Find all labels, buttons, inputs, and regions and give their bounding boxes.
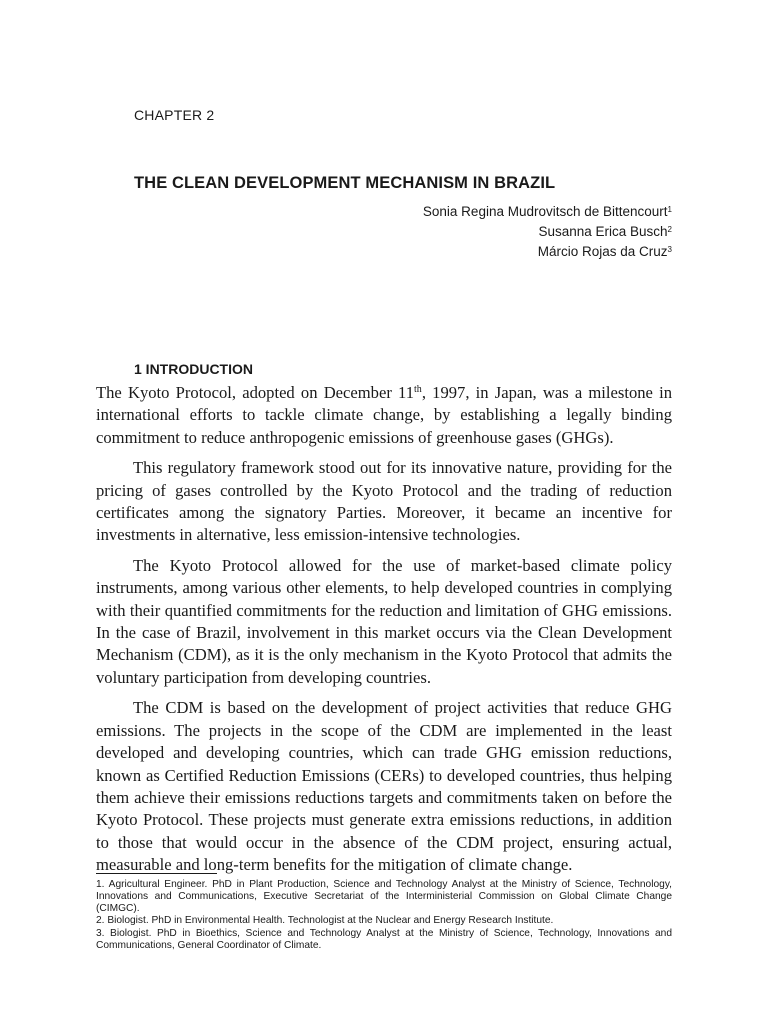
paragraph-4: The CDM is based on the development of project activities that reduce GHG emissions. The projects in the scope of the CDM are implemented in the least developed and developing countries, which can trade GHG emission reductions, known as Certified Reduction Emissions (CERs) to developed countries, thus helping them achieve their emissions reductions targets and commitments taken on before the Kyoto Protocol. These projects must generate extra emissions reductions, in addition to those that would occur in the absence of the CDM project, ensuring actual, measurable and long-term benefits for the mitigation of climate change. <box>96 698 672 875</box>
author-entry <box>423 202 672 222</box>
section-heading: 1 INTRODUCTION <box>134 361 253 377</box>
footnote-divider <box>96 873 217 874</box>
author-entry <box>423 222 672 242</box>
footnote-2: 2. Biologist. PhD in Environmental Health. Technologist at the Nuclear and Energy Research Institute. <box>96 915 554 927</box>
footnote-1: 1. Agricultural Engineer. PhD in Plant Production, Science and Technology Analyst at the Ministry of Science, Technology, Innovations and Communications, Executive Secretariat of the Interministerial Commission on Global Climate Change (CIMGC). <box>96 879 672 914</box>
ordinal-suffix: th <box>414 384 422 395</box>
body-text <box>96 382 672 885</box>
paragraph-1: The Kyoto Protocol, adopted on December 11th, 1997, in Japan, was a milestone in international efforts to tackle climate change, by establishing a legally binding commitment to reduce anthropogenic emissions of greenhouse gases (GHGs). <box>96 383 672 447</box>
author-name: Márcio Rojas da Cruz <box>537 244 668 259</box>
author-name: Sonia Regina Mudrovitsch de Bittencourt <box>422 204 668 219</box>
author-entry <box>423 242 672 262</box>
paragraph-2: This regulatory framework stood out for its innovative nature, providing for the pricing of gases controlled by the Kyoto Protocol and the trading of reduction certificates among the signatory Parties. Moreover, it became an incentive for investments in alternative, less emission-intensive technologies. <box>96 458 672 545</box>
footnote-ref[interactable]: 1 <box>667 205 672 214</box>
paragraph-3: The Kyoto Protocol allowed for the use of market-based climate policy instruments, among various other elements, to help developed countries in complying with their quantified commitments for the reduction and limitation of GHG emissions. In the case of Brazil, involvement in this market occurs via the Clean Development Mechanism (CDM), as it is the only mechanism in the Kyoto Protocol that admits the voluntary participation from developing countries. <box>96 555 672 687</box>
author-name: Susanna Erica Busch <box>538 224 668 239</box>
author-list <box>423 202 672 262</box>
chapter-title: THE CLEAN DEVELOPMENT MECHANISM IN BRAZIL <box>134 174 556 192</box>
footnote-3: 3. Biologist. PhD in Bioethics, Science and Technology Analyst at the Ministry of Science, Technology, Innovations and Communications, General Coordinator of Climate. <box>96 928 672 951</box>
footnote-ref[interactable]: 3 <box>667 245 672 254</box>
footnote-ref[interactable]: 2 <box>667 225 672 234</box>
chapter-label: CHAPTER 2 <box>134 107 215 123</box>
footnotes <box>96 879 672 953</box>
